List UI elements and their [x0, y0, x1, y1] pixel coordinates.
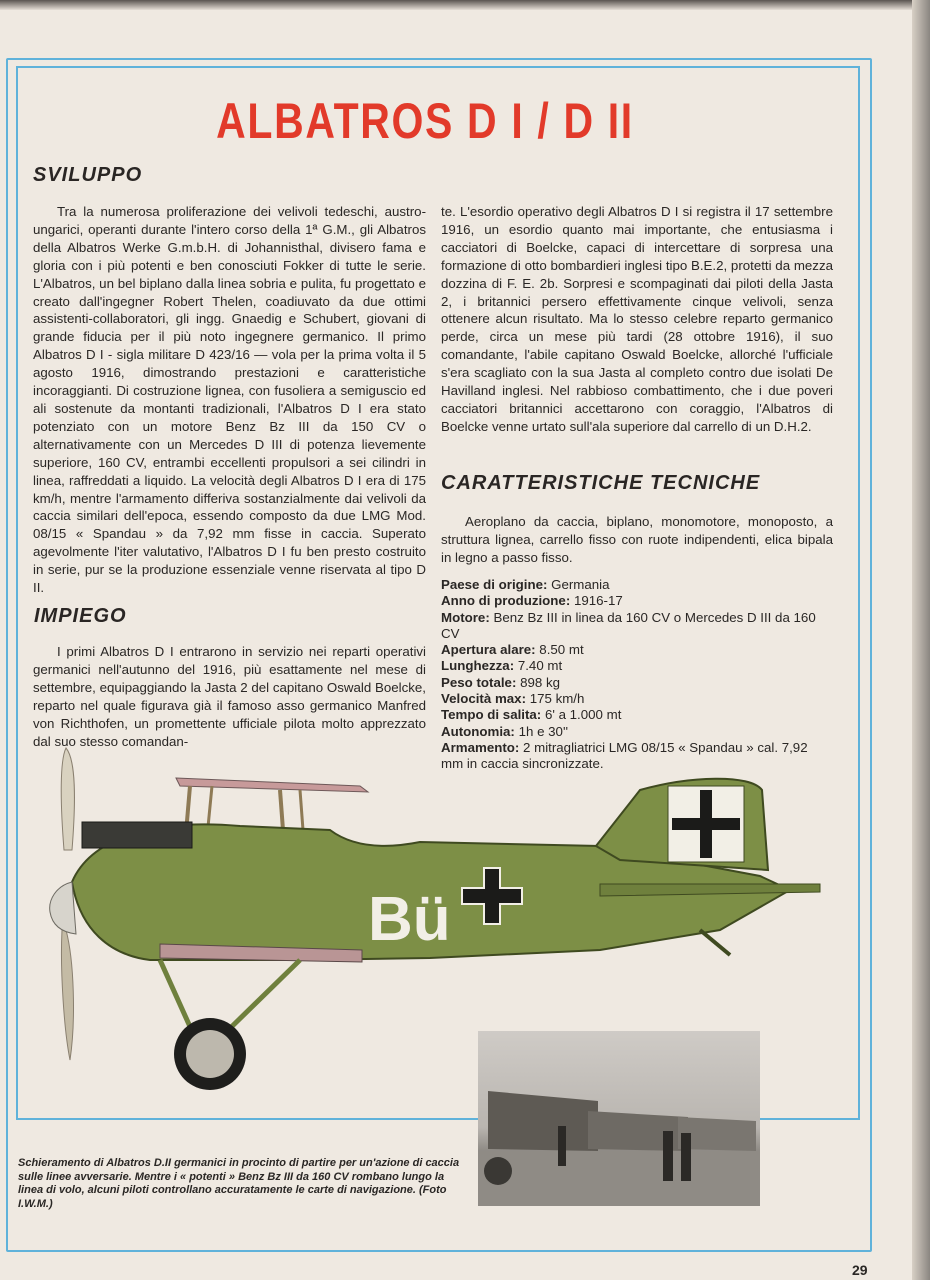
photo-aircraft-lineup: [478, 1031, 760, 1206]
spec-row-autonomia: Autonomia: 1h e 30'': [441, 723, 569, 739]
spec-row-velocita: Velocità max: 175 km/h: [441, 691, 585, 707]
heading-caratteristiche: CARATTERISTICHE TECNICHE: [441, 472, 761, 494]
spec-row-lunghezza: Lunghezza: 7.40 mt: [441, 658, 563, 674]
photo-figure-1: [558, 1126, 566, 1166]
photo-caption: Schieramento di Albatros D.II germanici in procinto di partire per un'azione di caccia sulle linee avversarie. Mentre i « potenti » Benz Bz III da 160 CV rombano lungo la linea di volo, alcuni piloti controllano accuratamente le carte di navigazione. (Foto I.W.M.): [18, 1157, 460, 1210]
spec-row-anno: Anno di produzione: 1916-17: [441, 593, 623, 609]
engine-block: [82, 822, 192, 848]
photo-figure-3: [681, 1133, 691, 1181]
spec-row-armamento: Armamento: 2 mitragliatrici LMG 08/15 « Spandau » cal. 7,92 mm in caccia sincronizzate.: [441, 739, 808, 772]
spec-row-salita: Tempo di salita: 6' a 1.000 mt: [441, 707, 622, 723]
page-number: 29: [852, 1262, 868, 1278]
impiego-paragraph: I primi Albatros D I entrarono in servizio nei reparti operativi germanici nell'autunno del 1916, più esattamente nel mese di settembre, equipaggiando la Jasta 2 del capitano Oswald Boelcke, reparto nel quale figurava già il famoso asso germanico Manfred von Richthofen, un promettente ufficiale pilota molto apprezzato dal suo stesso comandan-: [33, 644, 426, 749]
heading-impiego: IMPIEGO: [34, 605, 127, 627]
page-title: ALBATROS D I / D II: [216, 93, 634, 149]
photo-wheel: [484, 1157, 512, 1185]
spec-row-origine: Paese di origine: Germania: [441, 577, 610, 592]
propeller-blade-bottom: [61, 930, 73, 1060]
spec-row-apertura: Apertura alare: 8.50 mt: [441, 642, 584, 658]
propeller-blade-top: [61, 748, 74, 850]
upper-wing: [176, 778, 368, 792]
fuselage-marking: Bü: [368, 885, 451, 954]
historic-photo: [478, 1031, 760, 1206]
tail-stabilizer: [600, 884, 820, 896]
heading-sviluppo: SVILUPPO: [33, 164, 143, 186]
wheel-hub: [186, 1030, 234, 1078]
caratteristiche-paragraph: Aeroplano da caccia, biplano, monomotore, monoposto, a struttura lignea, carrello fisso con ruote indipendenti, elica bipala in legno a passo fisso.: [441, 514, 833, 565]
right-column-paragraph: te. L'esordio operativo degli Albatros D I si registra il 17 settembre 1916, un esordio quanto mai importante, che entusiasma i cacciatori di Boelcke, capaci di intercettare di sorpresa una formazione di otto bombardieri inglesi tipo B.E.2, protetti da mezza dozzina di F. E. 2b. Sorpresi e scompaginati dai piloti della Jasta 2, i britannici persero effettivamente cinque velivoli, senza ottenere alcun risultato. Ma lo stesso celebre reparto germanico perde, circa un mese più tardi (28 ottobre 1916), il suo comandante, l'abile capitano Oswald Boelcke, allorché l'ufficiale s'era scagliato con la sua Jasta al completo contro due isolati De Havilland inglesi. Nel rabbioso combattimento, che i due poveri cacciatori britannici accettarono con coraggio, l'Albatros di Boelcke venne urtato sull'ala superiore dal carrello di un D.H.2.: [441, 204, 833, 434]
spinner: [50, 882, 76, 934]
tail-skid: [700, 930, 730, 955]
photo-plane-1: [488, 1091, 598, 1151]
photo-figure-2: [663, 1131, 673, 1181]
sviluppo-paragraph: Tra la numerosa proliferazione dei velivoli tedeschi, austro-ungarici, operanti durante l'intero corso della 1ª G.M., gli Albatros della Albatros Werke G.m.b.H. di Johannisthal, divisero fama e gloria con i più potenti e ben conosciuti Fokker di tutte le serie. L'Albatros, un bel biplano dalla linea sobria e pulita, fu progettato e creato dall'ingegner Robert Thelen, coadiuvato da due ottimi assistenti-collaboratori, gli ingg. Gnaedig e Schubert, giovani di grande fiducia per il più noto ingegnere germanico. Il primo Albatros D I - sigla militare D 423/16 — vola per la prima volta il 5 agosto 1916, dimostrando prestazioni e caratteristiche incoraggianti. Di costruzione lignea, con fusoliera a semiguscio ed ali sostenute da montanti tradizionali, l'Albatros D I era stato potenziato con un motore Benz Bz III da 150 CV o alternativamente con un Mercedes D III di potenza lievemente superiore, 160 CV, entrambi eccellenti propulsori a sei cilindri in linea, raffreddati a liquido. La velocità degli Albatros D I era di 175 km/h, mentre l'armamento differiva sostanzialmente dai velivoli da caccia similari dell'epoca, essendo composto da due LMG Mod. 08/15 « Spandau » da 7,92 mm fisse in caccia. Superato agevolmente l'iter valutativo, l'Albatros D I fu ben presto costruito in serie, pur se la produzione essenziale venne riservata al tipo D II.: [33, 204, 426, 596]
spec-row-peso: Peso totale: 898 kg: [441, 674, 561, 690]
spec-row-motore: Motore: Benz Bz III in linea da 160 CV o Mercedes D III da 160 CV: [441, 609, 816, 641]
photo-ground: [478, 1151, 760, 1206]
